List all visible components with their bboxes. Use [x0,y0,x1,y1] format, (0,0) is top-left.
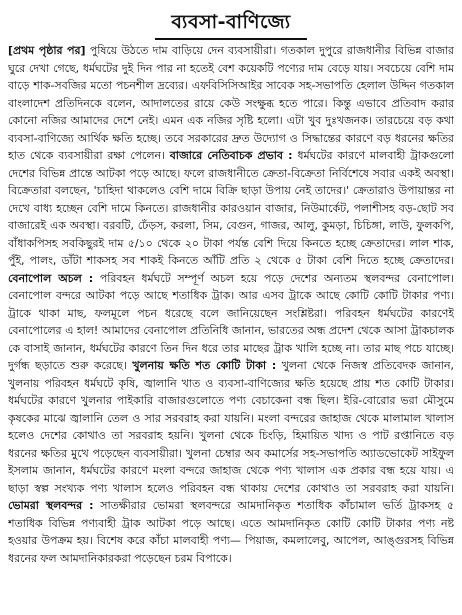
kicker: [প্রথম পৃষ্ঠার পর] [8,44,86,57]
paragraph-2: ধর্মঘটের কারণে মালবাহী ট্রাকগুলো দেশের বিভিন্ন প্রান্তে আটকা পড়ে আছে। ফলে রাজধানীতে ক্রেতা-বিক্রেতা নির্বিশেষে সবার একই অবস্থা। বিক্রেতারা বলছেন, 'চাহিদা থাকলেও বেশি দামে বিক্রি ছাড়া উপায় নেই তাদের।' ক্রেতারাও উপায়ান্তর না দেখে বাধ্য হচ্ছেন বেশি দামে কিনতে। রাজধানীর কারওয়ান বাজার, নিউমার্কেট, পলাশীসহ বড়-ছোট সব বাজারেই এক অবস্থা। বরবটি, ঢেঁড়স, করলা, সিম, বেগুন, গাজর, আলু, কুমড়া, চিচিঙ্গা, লাউ, ফুলকপি, বাঁধাকপিসহ সবকিছুরই দাম ৫/১০ থেকে ২০ টাকা পর্যন্ত বেশি দিয়ে কিনতে হচ্ছে ক্রেতাদের। লাল শাক, পুঁই, পালং, ডাঁটা শাকসহ সব শাকই কিনতে আঁটি প্রতি ২ থেকে ৫ টাকা বেশি দিতে হচ্ছে ক্রেতাদের। [8,149,454,267]
subhead-benapole: বেনাপোল অচল : [8,271,94,285]
article-body [8,42,454,614]
paragraph-1: পুষিয়ে উঠতে দাম বাড়িয়ে দেন ব্যবসায়ীরা। গতকাল দুপুরে রাজধানীর বিভিন্ন বাজার ঘুরে দেখা গেছে, ধর্মঘটের দুই দিন পার না হতেই বেশ কয়েকটি পণ্যের দাম বেড়ে যায়। সবচেয়ে বেশি দাম বাড়ে শাক-সবজির মতো পচনশীল দ্রব্যের। এফবিসিসিআইর সাবেক সহ-সভাপতি হেলাল উদ্দিন গতকাল বাংলাদেশ প্রতিদিনকে বলেন, আদালতের রায়ে কেউ সংক্ষুব্ধ হতে পারে। কিন্তু এভাবে প্রতিবাদ করার কোনো নজির আমাদের দেশে নেই। এমন এক নজির সৃষ্টি হলো। এটা খুব দুঃখজনক। তারচেয়ে বড় কথা ব্যবসা-বাণিজ্যে আর্থিক ক্ষতি হচ্ছে। তবে সরকারের দ্রুত উদ্যোগ ও সিদ্ধান্তের কারণে বড় ধরনের ক্ষতির হাত থেকে ব্যবসায়ীরা রক্ষা পেলেন। [8,44,454,162]
headline: ব্যবসা-বাণিজ্যে [155,6,306,40]
article-text [8,42,454,567]
headline-area [8,6,454,40]
subhead-bhomra: ভোমরা স্থলবন্দর : [8,499,94,512]
paragraph-5: সাতক্ষীরার ভোমরা স্থলবন্দরে আমদানিকৃত শতাধিক কাঁচামাল ভর্তি ট্রাকসহ ৫ শতাধিক বিভিন্ন পণ্যবাহী ট্রাক আটকা পড়ে আছে। এতে আমদানিকৃত কোটি কোটি টাকার পণ্য নষ্ট হওয়ার উপক্রম হয়। বিশেষ করে কাঁচা মালবাহী পণ্য— পিয়াজ, কমলালেবু, আপেল, আঙ্গুরসহ বিভিন্ন ধরনের ফল আমদানিকারকরা পড়েছেন চরম বিপাকে। [8,499,454,565]
subhead-khulna: খুলনায় ক্ষতি শত কোটি টাকা : [132,359,277,372]
paragraph-4: খুলনা থেকে নিজস্ব প্রতিবেদক জানান, খুলনায় পরিবহন ধর্মঘটে কৃষি, জ্বালানি খাত ও ব্যবসা-বাণিজ্যের ক্ষতি হয়েছে প্রায় শত কোটি টাকার। ধর্মঘটের কারণে খুলনার পাইকারি বাজারগুলোতে পণ্য বেচাকেনা বন্ধ ছিল। ইরি-বোরোর ভরা মৌসুমে কৃষকের মাঝে জ্বালানি তেল ও সার সরবরাহ করা যায়নি। মংলা বন্দরের জাহাজ থেকে মালামাল খালাস হলেও দেশের কোথাও তা সরবরাহ হয়নি। খুলনা থেকে চিংড়ি, হিমায়িত খাদ্য ও পাট রপ্তানিতে বড় ধরনের ক্ষতির মুখে পড়েছেন ব্যবসায়ীরা। খুলনা চেম্বার অব কমার্সের সহ-সভাপতি অ্যাডভোকেট সাইফুল ইসলাম জানান, ধর্মঘটের কারণে মংলা বন্দরে জাহাজ থেকে পণ্য খালাস এক প্রকার বন্ধ হয়ে যায়। এ ছাড়া স্বল্প সংখ্যক পণ্য খালাস হলেও পরিবহন বন্ধ থাকায় দেশের কোথাও তা সরবরাহ করা যায়নি। [8,359,454,495]
subhead-market-impact: বাজারে নেতিবাচক প্রভাব : [169,149,293,162]
paragraph-3: পরিবহন ধর্মঘটে সম্পূর্ণ অচল হয়ে পড়ে দেশের অন্যতম স্থলবন্দর বেনাপোল। বেনাপোল বন্দরে আটকা পড়ে আছে শতাধিক ট্রাক। আর এসব ট্রাকে আছে কোটি কোটি টাকার পণ্য। ট্রাকে থাকা মাছ, ফলমূলে পচন ধরেছে বলে জানিয়েছেন সংশ্লিষ্টরা। পরিবহন ধর্মঘটের কারণেই বেনাপোলের এ হাল! আমাদের বেনাপোল প্রতিনিধি জানান, ভারতের অন্ধ প্রদেশ থেকে আসা ট্রাকচালক কে বাসাই জানান, ধর্মঘটের কারণে তিন দিন ধরে তার মাছের ট্রাক খালি হচ্ছে না। তার মাছ পচে যাচ্ছে। দুর্গন্ধ ছড়াতে শুরু করেছে। [8,271,454,372]
